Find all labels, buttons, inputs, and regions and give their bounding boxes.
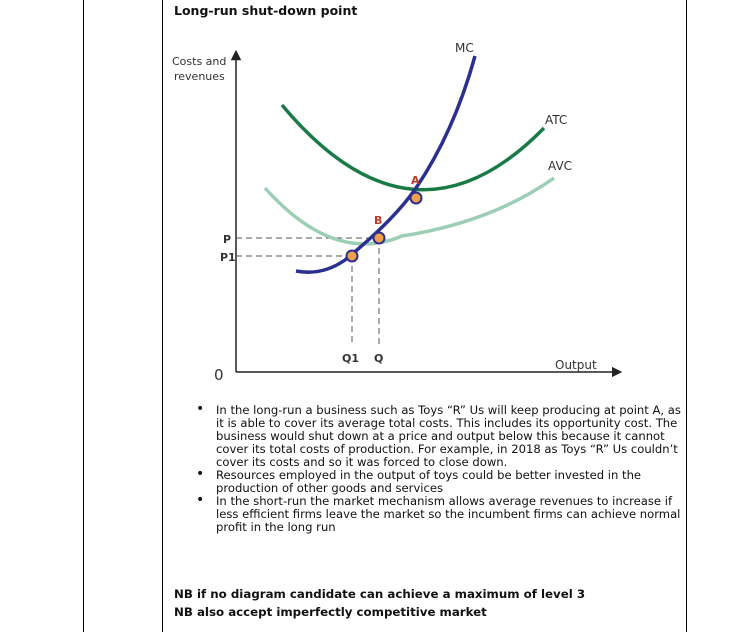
point-a-label: A <box>411 174 420 187</box>
x-axis-label: Output <box>555 358 597 372</box>
nb-note-market: NB also accept imperfectly competitive market <box>174 605 487 619</box>
heading: Long-run shut-down point <box>174 3 358 18</box>
cost-curve-diagram <box>162 0 686 390</box>
table-border-left <box>83 0 84 632</box>
atc-label: ATC <box>545 113 568 127</box>
point-b <box>374 233 385 244</box>
point-p1 <box>347 251 358 262</box>
mc-label: MC <box>455 41 474 55</box>
bullet-item: • In the long-run a business such as Toys “R” Us will keep producing at point A, as it is able to cover its average total costs. This includes its opportunity cost. The business would shut down at a price and output below this because it cannot cover its total costs of production. For example, in 2018 as Toys “R” Us couldn’t cover its costs and so it was forced to close down. <box>216 404 686 469</box>
output-q-label: Q <box>374 352 384 365</box>
output-q1-label: Q1 <box>342 352 360 365</box>
price-p-label: P <box>223 233 232 246</box>
y-axis-label-line1: Costs and <box>172 55 227 68</box>
bullet-list <box>216 404 686 534</box>
table-border-right <box>686 0 687 632</box>
origin-label: 0 <box>214 366 224 384</box>
bullet-item: • Resources employed in the output of toys could be better invested in the production of other goods and services <box>216 469 686 495</box>
avc-label: AVC <box>548 159 573 173</box>
point-b-label: B <box>374 214 383 227</box>
y-axis-label-line2: revenues <box>174 70 225 83</box>
price-p1-label: P1 <box>220 251 236 264</box>
bullet-item: • In the short-run the market mechanism allows average revenues to increase if less efficient firms leave the market so the incumbent firms can achieve normal profit in the long run <box>216 495 686 534</box>
point-a <box>411 193 422 204</box>
nb-note-diagram: NB if no diagram candidate can achieve a maximum of level 3 <box>174 587 586 601</box>
